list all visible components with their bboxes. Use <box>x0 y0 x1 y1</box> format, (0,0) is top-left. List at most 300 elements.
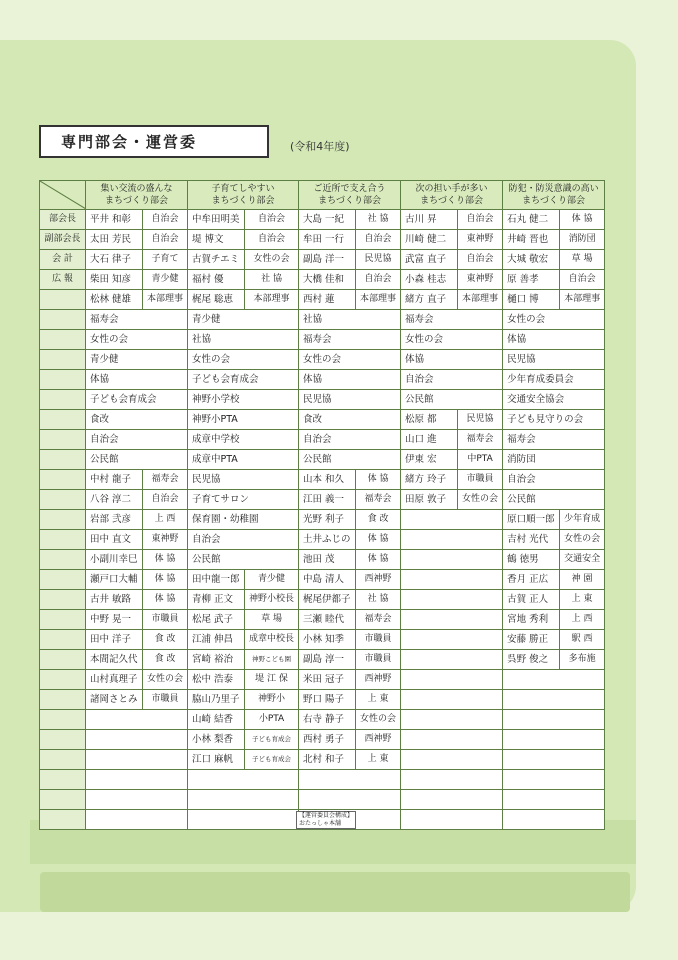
organization-cell <box>503 670 605 690</box>
member-name: 川崎 健二 <box>401 230 458 250</box>
member-name: 古井 敏路 <box>86 590 143 610</box>
organization-cell <box>86 810 188 830</box>
member-name: 香月 正広 <box>503 570 560 590</box>
member-affiliation: 食 改 <box>143 630 188 650</box>
member-name: 山本 和久 <box>299 470 356 490</box>
organization-cell: 公民館 <box>188 550 299 570</box>
member-name: 福村 優 <box>188 270 245 290</box>
organization-cell <box>401 690 503 710</box>
member-name: 大島 一紀 <box>299 210 356 230</box>
organization-cell: 社協 <box>299 310 401 330</box>
organization-cell: 子ども見守りの会 <box>503 410 605 430</box>
table-row <box>40 530 605 550</box>
organization-cell: 民児協 <box>188 470 299 490</box>
role-label <box>40 810 86 830</box>
organization-cell <box>401 730 503 750</box>
member-name: 三瀬 睦代 <box>299 610 356 630</box>
member-affiliation: 福寿会 <box>143 470 188 490</box>
page-title: 専門部会・運営委 <box>39 125 269 158</box>
member-affiliation: 堤 江 保 <box>245 670 299 690</box>
organization-cell: 青少健 <box>188 310 299 330</box>
member-name: 小森 桂志 <box>401 270 458 290</box>
faded-strip <box>40 872 630 912</box>
organization-cell: 消防団 <box>503 450 605 470</box>
member-affiliation: 市職員 <box>143 690 188 710</box>
member-affiliation: 小PTA <box>245 710 299 730</box>
member-affiliation: 市職員 <box>356 650 401 670</box>
committee-header-line: 子育てしやすい <box>211 184 275 194</box>
organization-cell <box>401 510 503 530</box>
organization-cell: 社協 <box>188 330 299 350</box>
member-name: 山口 進 <box>401 430 458 450</box>
member-affiliation: 本部理事 <box>458 290 503 310</box>
member-affiliation: 自治会 <box>458 250 503 270</box>
member-affiliation: 体 協 <box>143 550 188 570</box>
member-name: 中村 龍子 <box>86 470 143 490</box>
organization-cell <box>401 670 503 690</box>
role-label <box>40 730 86 750</box>
organization-cell: 公民館 <box>401 390 503 410</box>
member-name: 小林 知季 <box>299 630 356 650</box>
role-label <box>40 630 86 650</box>
member-affiliation: 上 西 <box>560 610 605 630</box>
organization-cell: 体協 <box>86 370 188 390</box>
organization-cell <box>299 790 401 810</box>
member-name: 池田 茂 <box>299 550 356 570</box>
member-name: 梶尾 聡恵 <box>188 290 245 310</box>
role-label <box>40 290 86 310</box>
member-name: 平井 和彰 <box>86 210 143 230</box>
committee-header-line: 防犯・防災意識の高い <box>508 184 599 194</box>
member-name: 土井ふじの <box>299 530 356 550</box>
member-name: 古川 昇 <box>401 210 458 230</box>
member-affiliation: 西神野 <box>356 670 401 690</box>
organization-cell <box>86 750 188 770</box>
member-affiliation: 本部理事 <box>245 290 299 310</box>
organization-cell <box>503 690 605 710</box>
member-name: 中野 晃一 <box>86 610 143 630</box>
member-affiliation: 西神野 <box>356 730 401 750</box>
organization-cell <box>503 710 605 730</box>
member-affiliation: 中PTA <box>458 450 503 470</box>
member-affiliation: 女性の会 <box>560 530 605 550</box>
committee-header-line: まちづくり部会 <box>420 196 484 206</box>
table-row <box>40 230 605 250</box>
member-name: 大城 敬宏 <box>503 250 560 270</box>
member-name: 青柳 正文 <box>188 590 245 610</box>
header-row <box>40 181 605 210</box>
member-name: 太田 芳民 <box>86 230 143 250</box>
member-affiliation: 自治会 <box>560 270 605 290</box>
organization-cell: 福寿会 <box>401 310 503 330</box>
member-name: 右寺 静子 <box>299 710 356 730</box>
member-name: 山村真理子 <box>86 670 143 690</box>
member-affiliation: 上 西 <box>143 510 188 530</box>
member-name: 中牟田明美 <box>188 210 245 230</box>
member-affiliation: 成章中校長 <box>245 630 299 650</box>
member-name: 小副川幸巳 <box>86 550 143 570</box>
table-row <box>40 730 605 750</box>
member-affiliation: 自治会 <box>458 210 503 230</box>
member-name: 江浦 伸昌 <box>188 630 245 650</box>
organization-cell: 自治会 <box>503 470 605 490</box>
member-affiliation: 東神野 <box>458 230 503 250</box>
role-label <box>40 610 86 630</box>
member-name: 古賀チエミ <box>188 250 245 270</box>
organization-cell: 女性の会 <box>503 310 605 330</box>
year-note: (令和4年度) <box>290 140 350 153</box>
corner-cell <box>40 181 86 210</box>
member-affiliation: 駅 西 <box>560 630 605 650</box>
member-affiliation: 社 協 <box>356 210 401 230</box>
role-label <box>40 310 86 330</box>
organization-cell <box>401 750 503 770</box>
table-row <box>40 490 605 510</box>
table-row <box>40 790 605 810</box>
table-row <box>40 450 605 470</box>
organization-cell: 自治会 <box>401 370 503 390</box>
member-name: 山崎 結香 <box>188 710 245 730</box>
role-label <box>40 430 86 450</box>
member-affiliation: 自治会 <box>356 230 401 250</box>
member-affiliation: 食 改 <box>143 650 188 670</box>
organization-cell: 子ども会育成会 <box>188 370 299 390</box>
member-affiliation: 本部理事 <box>560 290 605 310</box>
member-affiliation: 子育て <box>143 250 188 270</box>
role-label <box>40 450 86 470</box>
member-affiliation: 消防団 <box>560 230 605 250</box>
member-name: 武富 直子 <box>401 250 458 270</box>
member-name: 柴田 知彦 <box>86 270 143 290</box>
member-name: 石丸 健二 <box>503 210 560 230</box>
member-name: 小林 梨香 <box>188 730 245 750</box>
member-affiliation: 青少健 <box>245 570 299 590</box>
role-label <box>40 750 86 770</box>
organization-cell: 福寿会 <box>86 310 188 330</box>
member-name: 井崎 晋也 <box>503 230 560 250</box>
member-name: 吉村 光代 <box>503 530 560 550</box>
member-name: 松原 都 <box>401 410 458 430</box>
member-name: 大石 律子 <box>86 250 143 270</box>
member-affiliation: 体 協 <box>143 590 188 610</box>
organization-cell: 食改 <box>86 410 188 430</box>
organization-cell <box>503 770 605 790</box>
organization-cell <box>401 590 503 610</box>
table-row <box>40 430 605 450</box>
committee-header <box>86 181 188 210</box>
member-name: 松林 健雄 <box>86 290 143 310</box>
organization-cell: 自治会 <box>188 530 299 550</box>
role-label <box>40 490 86 510</box>
organization-cell: 子育てサロン <box>188 490 299 510</box>
role-label: 会 計 <box>40 250 86 270</box>
role-label <box>40 530 86 550</box>
member-name: 田中龍一郎 <box>188 570 245 590</box>
role-label <box>40 510 86 530</box>
role-label <box>40 790 86 810</box>
member-affiliation: 自治会 <box>143 230 188 250</box>
member-affiliation: 本部理事 <box>143 290 188 310</box>
organization-cell: 少年育成委員会 <box>503 370 605 390</box>
role-label <box>40 410 86 430</box>
table-body <box>40 210 605 830</box>
organization-cell: 青少健 <box>86 350 188 370</box>
role-label <box>40 350 86 370</box>
role-label <box>40 330 86 350</box>
role-label: 広 報 <box>40 270 86 290</box>
organization-cell: 福寿会 <box>503 430 605 450</box>
member-name: 本間記久代 <box>86 650 143 670</box>
member-affiliation: 市職員 <box>356 630 401 650</box>
role-label: 部会長 <box>40 210 86 230</box>
member-name: 原 善孝 <box>503 270 560 290</box>
member-affiliation: 神野小校長 <box>245 590 299 610</box>
table-row <box>40 610 605 630</box>
table-row <box>40 270 605 290</box>
member-affiliation: 社 協 <box>245 270 299 290</box>
member-affiliation: 上 東 <box>356 690 401 710</box>
member-name: 副島 淳一 <box>299 650 356 670</box>
committee-header-line: 集い交流の盛んな <box>100 184 173 194</box>
member-affiliation: 市職員 <box>458 470 503 490</box>
member-name: 田中 洋子 <box>86 630 143 650</box>
member-name: 樋口 博 <box>503 290 560 310</box>
member-affiliation: 市職員 <box>143 610 188 630</box>
role-label <box>40 370 86 390</box>
table-row <box>40 570 605 590</box>
member-name: 鶴 徳男 <box>503 550 560 570</box>
member-name: 八谷 淳二 <box>86 490 143 510</box>
member-affiliation: 少年育成 <box>560 510 605 530</box>
organization-cell <box>188 790 299 810</box>
role-label <box>40 570 86 590</box>
organization-cell: 神野小学校 <box>188 390 299 410</box>
organization-cell: 民児協 <box>299 390 401 410</box>
table-row <box>40 250 605 270</box>
member-affiliation: 女性の会 <box>356 710 401 730</box>
organization-cell: 女性の会 <box>86 330 188 350</box>
member-name: 江口 麻帆 <box>188 750 245 770</box>
table-row <box>40 330 605 350</box>
organization-cell: 福寿会 <box>299 330 401 350</box>
member-affiliation: 女性の会 <box>245 250 299 270</box>
member-name: 田原 敦子 <box>401 490 458 510</box>
organization-cell: 体協 <box>299 370 401 390</box>
table-row <box>40 390 605 410</box>
role-label <box>40 770 86 790</box>
organization-cell: 女性の会 <box>188 350 299 370</box>
member-affiliation: 自治会 <box>245 210 299 230</box>
member-affiliation: 草 場 <box>560 250 605 270</box>
table-row <box>40 750 605 770</box>
member-affiliation: 神野こども園 <box>245 650 299 670</box>
committee-header <box>188 181 299 210</box>
member-name: 西村 勇子 <box>299 730 356 750</box>
table-row <box>40 630 605 650</box>
member-affiliation: 神 園 <box>560 570 605 590</box>
organization-cell <box>401 650 503 670</box>
organization-cell <box>86 710 188 730</box>
role-label <box>40 550 86 570</box>
organization-cell <box>503 790 605 810</box>
member-affiliation: 草 場 <box>245 610 299 630</box>
organization-cell: 自治会 <box>299 430 401 450</box>
member-affiliation: 東神野 <box>143 530 188 550</box>
organization-cell: 体協 <box>401 350 503 370</box>
committee-header-line: まちづくり部会 <box>318 196 381 206</box>
member-affiliation: 女性の会 <box>458 490 503 510</box>
table-row <box>40 670 605 690</box>
organization-cell: 交通安全協会 <box>503 390 605 410</box>
organization-cell <box>401 610 503 630</box>
member-affiliation: 福寿会 <box>356 610 401 630</box>
member-name: 緒方 直子 <box>401 290 458 310</box>
member-name: 大橋 佳和 <box>299 270 356 290</box>
organization-cell <box>299 770 401 790</box>
role-label <box>40 710 86 730</box>
committee-header-line: ご近所で支え合う <box>313 184 386 194</box>
table-row <box>40 370 605 390</box>
member-name: 松中 浩泰 <box>188 670 245 690</box>
role-label <box>40 390 86 410</box>
organization-cell <box>401 790 503 810</box>
organization-cell <box>188 770 299 790</box>
committee-header <box>503 181 605 210</box>
member-affiliation: 女性の会 <box>143 670 188 690</box>
diagonal-line <box>40 181 86 209</box>
organization-cell: 成章中PTA <box>188 450 299 470</box>
footnote <box>296 811 356 829</box>
table-row <box>40 590 605 610</box>
member-name: 原口順一郎 <box>503 510 560 530</box>
member-affiliation: 体 協 <box>356 550 401 570</box>
organization-cell <box>503 810 605 830</box>
role-label <box>40 470 86 490</box>
member-affiliation: 体 協 <box>560 210 605 230</box>
member-affiliation: 社 協 <box>356 590 401 610</box>
member-name: 岩部 弐彦 <box>86 510 143 530</box>
organization-cell <box>401 710 503 730</box>
member-affiliation: 本部理事 <box>356 290 401 310</box>
member-name: 西村 蓮 <box>299 290 356 310</box>
member-name: 古賀 正人 <box>503 590 560 610</box>
member-affiliation: 上 東 <box>560 590 605 610</box>
organization-cell <box>401 810 503 830</box>
committee-table <box>39 180 605 830</box>
role-label <box>40 650 86 670</box>
organization-cell <box>86 770 188 790</box>
committee-header-line: まちづくり部会 <box>211 196 275 206</box>
organization-cell <box>401 770 503 790</box>
organization-cell: 女性の会 <box>401 330 503 350</box>
member-affiliation: 民児協 <box>458 410 503 430</box>
member-name: 光野 利子 <box>299 510 356 530</box>
member-affiliation: 上 東 <box>356 750 401 770</box>
committee-header-line: 次の担い手が多い <box>415 184 488 194</box>
organization-cell: 民児協 <box>503 350 605 370</box>
member-affiliation: 神野小 <box>245 690 299 710</box>
member-affiliation: 多布施 <box>560 650 605 670</box>
organization-cell <box>503 730 605 750</box>
member-name: 米田 冠子 <box>299 670 356 690</box>
table-row <box>40 310 605 330</box>
committee-header-line: まちづくり部会 <box>522 196 586 206</box>
organization-cell: 保育園・幼稚園 <box>188 510 299 530</box>
organization-cell <box>401 530 503 550</box>
table-row <box>40 470 605 490</box>
footnote-line: おたっしゃ本舗 <box>299 820 342 827</box>
member-affiliation: 福寿会 <box>458 430 503 450</box>
member-name: 田中 直文 <box>86 530 143 550</box>
organization-cell: 成章中学校 <box>188 430 299 450</box>
member-affiliation: 食 改 <box>356 510 401 530</box>
member-name: 野口 陽子 <box>299 690 356 710</box>
table-row <box>40 410 605 430</box>
committee-header <box>299 181 401 210</box>
organization-cell: 公民館 <box>86 450 188 470</box>
member-name: 松尾 武子 <box>188 610 245 630</box>
member-name: 呉野 俊之 <box>503 650 560 670</box>
organization-cell <box>401 570 503 590</box>
member-name: 堤 博文 <box>188 230 245 250</box>
member-affiliation: 自治会 <box>143 210 188 230</box>
member-affiliation: 子ども育成会 <box>245 730 299 750</box>
member-name: 北村 和子 <box>299 750 356 770</box>
organization-cell: 子ども会育成会 <box>86 390 188 410</box>
table-row <box>40 710 605 730</box>
member-name: 宮崎 裕治 <box>188 650 245 670</box>
member-affiliation: 民児協 <box>356 250 401 270</box>
member-name: 瀬戸口大輔 <box>86 570 143 590</box>
member-name: 宮地 秀利 <box>503 610 560 630</box>
table-row <box>40 770 605 790</box>
role-label <box>40 670 86 690</box>
table-row <box>40 510 605 530</box>
member-name: 緒方 玲子 <box>401 470 458 490</box>
role-label <box>40 690 86 710</box>
footnote-line: 【運営委員会構成】 <box>299 812 354 819</box>
member-name: 中島 清人 <box>299 570 356 590</box>
role-label: 副部会長 <box>40 230 86 250</box>
member-name: 江田 義一 <box>299 490 356 510</box>
member-affiliation: 自治会 <box>356 270 401 290</box>
organization-cell: 体協 <box>503 330 605 350</box>
member-affiliation: 体 協 <box>143 570 188 590</box>
member-affiliation: 西神野 <box>356 570 401 590</box>
organization-cell <box>401 630 503 650</box>
member-name: 副島 洋一 <box>299 250 356 270</box>
committee-header <box>401 181 503 210</box>
member-affiliation: 体 協 <box>356 530 401 550</box>
organization-cell: 公民館 <box>299 450 401 470</box>
member-affiliation: 子ども育成会 <box>245 750 299 770</box>
member-affiliation: 自治会 <box>143 490 188 510</box>
organization-cell: 女性の会 <box>299 350 401 370</box>
member-affiliation: 交通安全 <box>560 550 605 570</box>
member-name: 諸岡さとみ <box>86 690 143 710</box>
table-row <box>40 290 605 310</box>
role-label <box>40 590 86 610</box>
organization-cell <box>86 730 188 750</box>
organization-cell: 食改 <box>299 410 401 430</box>
committee-header-line: まちづくり部会 <box>105 196 168 206</box>
member-affiliation: 自治会 <box>245 230 299 250</box>
member-affiliation: 青少健 <box>143 270 188 290</box>
organization-cell: 神野小PTA <box>188 410 299 430</box>
table-row <box>40 650 605 670</box>
organization-cell: 自治会 <box>86 430 188 450</box>
organization-cell: 公民館 <box>503 490 605 510</box>
